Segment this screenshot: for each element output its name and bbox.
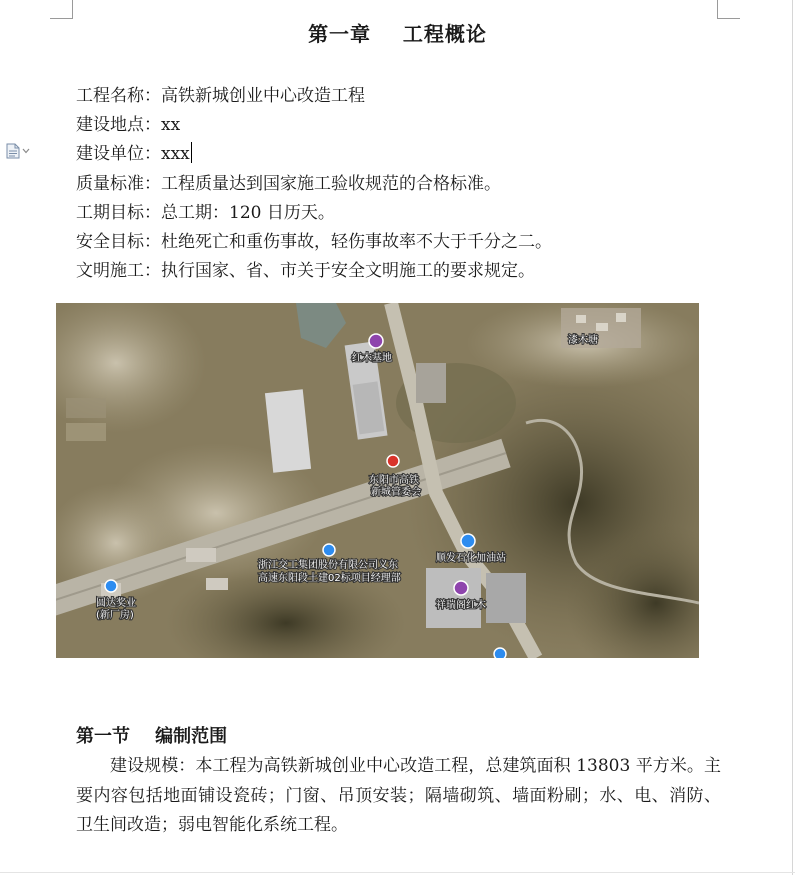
project-info-block (76, 82, 736, 286)
client-text: 建设单位：xxx (76, 144, 190, 165)
map-label-dongyang-2: 新城管委会 (371, 487, 421, 498)
map-label-left-2: (新厂房) (96, 610, 134, 621)
page-bottom-edge (0, 872, 795, 873)
info-line-schedule: 工期目标：总工期：120 日历天。 (76, 202, 335, 223)
page-corner-mark-top-right (717, 0, 740, 19)
info-line-civilized-construction: 文明施工：执行国家、省、市关于安全文明施工的要求规定。 (76, 261, 535, 282)
chevron-down-icon (22, 148, 30, 154)
document-icon (6, 143, 20, 159)
map-pin-bottom[interactable] (494, 648, 506, 658)
info-line-safety: 安全目标：杜绝死亡和重伤事故，轻伤事故率不大于千分之二。 (76, 231, 552, 252)
map-label-dongyang-1: 东阳市高铁 (369, 475, 419, 486)
map-label-village-group (568, 333, 598, 346)
info-line-client (76, 140, 736, 169)
map-label-zhejiang-2: 高速东阳段土建02标项目经理部 (258, 573, 401, 584)
chapter-title: 第一章 工程概论 (308, 22, 487, 46)
satellite-map-image (56, 303, 699, 658)
info-line-location: 建设地点：xx (76, 115, 181, 136)
info-line-quality: 质量标准：工程质量达到国家施工验收规范的合格标准。 (76, 173, 501, 194)
paragraph-options-icon[interactable] (6, 143, 36, 159)
section-title: 第一节 编制范围 (76, 726, 228, 747)
map-label-village: 漆木塘 (568, 335, 598, 346)
map-label-left-1: 圆达奖业 (96, 598, 136, 609)
body-paragraph: 建设规模：本工程为高铁新城创业中心改造工程，总建筑面积 13803 平方米。主要内容包括地面铺设瓷砖；门窗、吊顶安装；隔墙砌筑、墙面粉刷；水、电、消防、卫生间改造；弱电智能化系统工程。 (76, 756, 721, 835)
map-label-hongmu: 红木基地 (352, 353, 392, 364)
map-label-xiangyun: 祥瑞阁红木 (436, 600, 486, 611)
page-corner-mark-top-left (50, 0, 73, 19)
map-label-shunfa: 顺发石化加油站 (436, 553, 506, 564)
map-label-zhejiang-1: 浙江交工集团股份有限公司义东 (258, 560, 398, 571)
info-line-project-name: 工程名称：高铁新城创业中心改造工程 (76, 86, 365, 106)
text-cursor (191, 142, 193, 163)
page-edge (792, 0, 793, 875)
